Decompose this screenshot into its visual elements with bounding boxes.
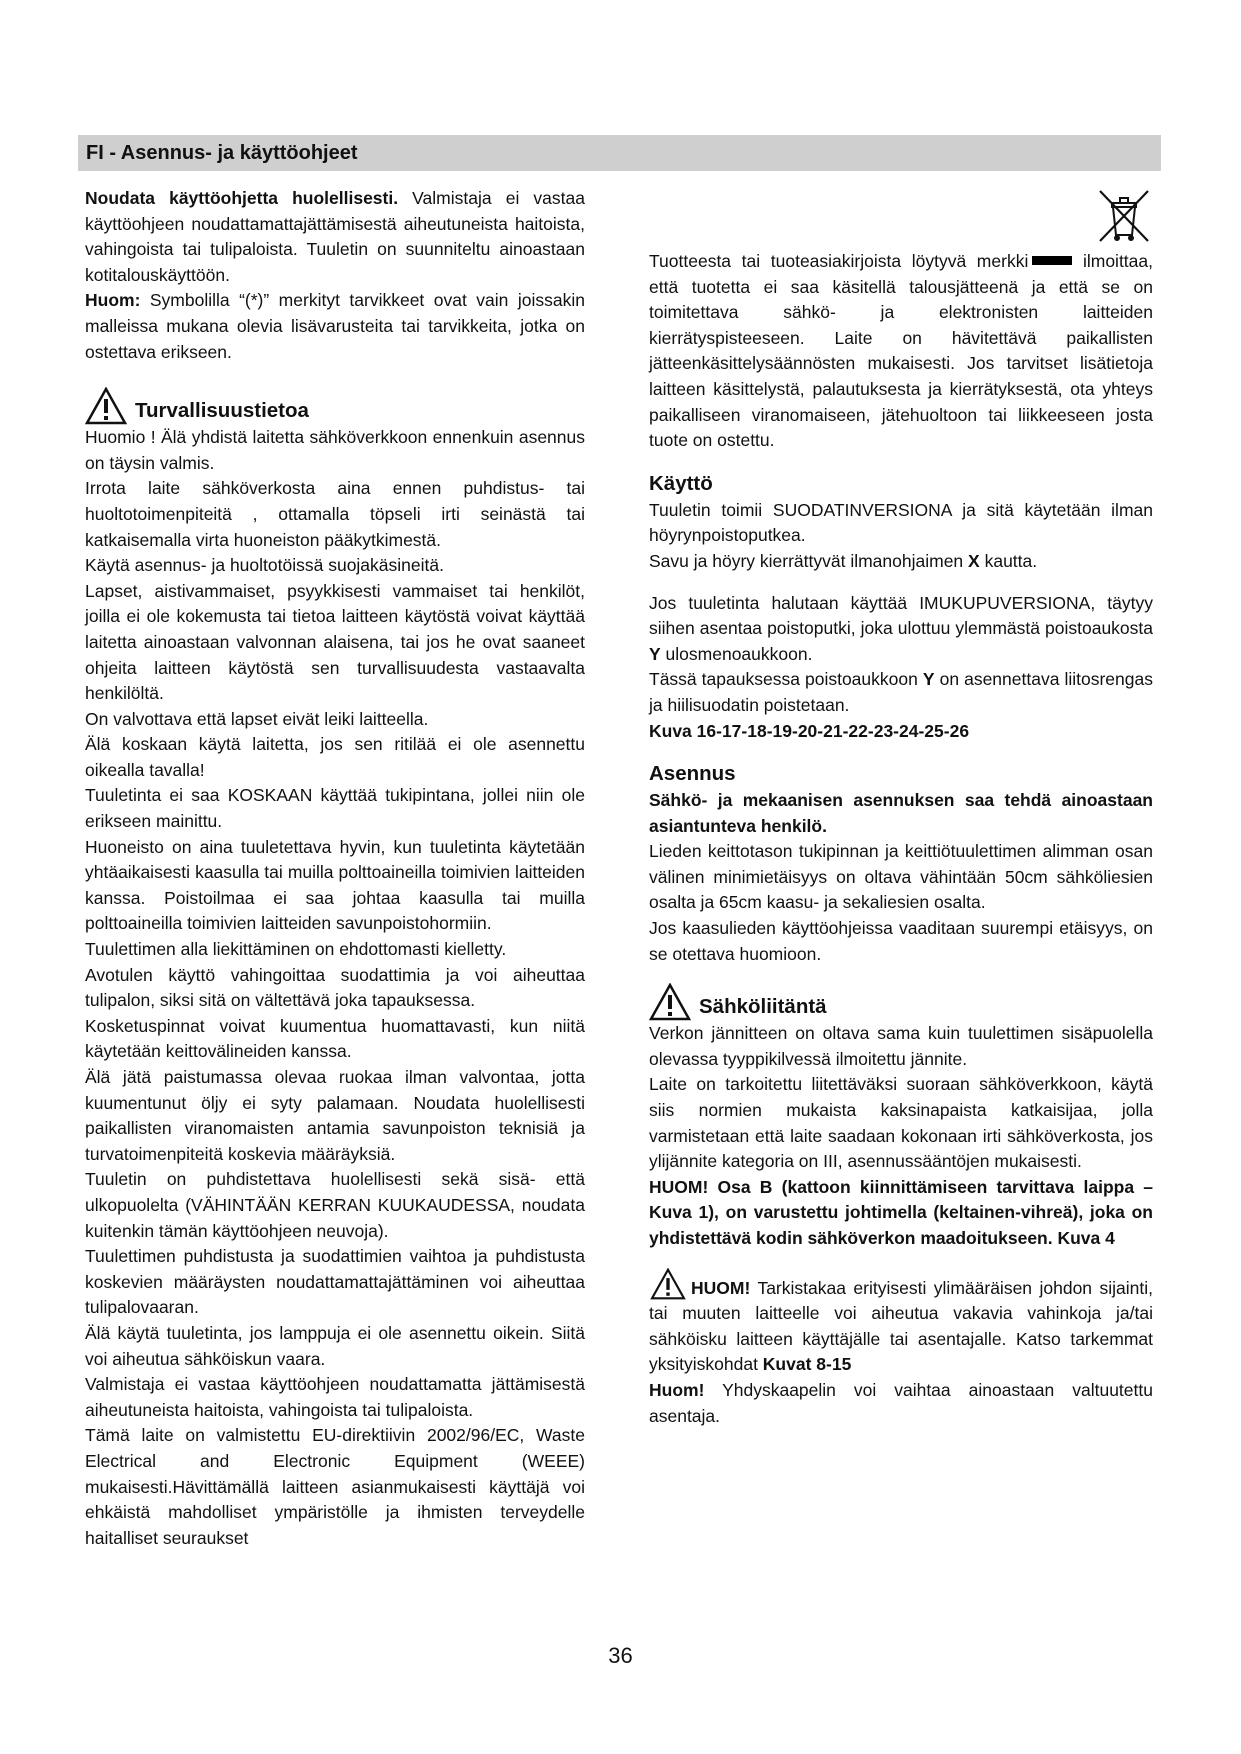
sahko-p5-text: Yhdyskaapelin voi vaihtaa ainoastaan valtuutettu asentaja. xyxy=(649,1379,1153,1426)
kaytto-figures: Kuva 16-17-18-19-20-21-22-23-24-25-26 xyxy=(649,720,970,741)
kaytto-p3-b: Y xyxy=(649,643,661,664)
safety-paragraphs xyxy=(85,425,585,1551)
intro-text: Valmistaja ei vastaa käyttöohjeen noudattamattajättämisestä aiheutuneista haitoista, vahingoista tai tulipaloista. Tuuletin on suunniteltu ainoastaan kotitalouskäyttöön. xyxy=(85,188,585,285)
weee-bin-icon xyxy=(1096,187,1152,245)
sahko-p3: HUOM! Osa B (kattoon kiinnittämiseen tarvittava laippa – Kuva 1), on varustettu johtimella (keltainen-vihreä), joka on yhdistettävä kodin sähköverkon maadoitukseen. Kuva 4 xyxy=(649,1176,1153,1248)
kaytto-p2 xyxy=(649,549,1153,575)
warning-icon xyxy=(649,983,691,1021)
kaytto-p1: Tuuletin toimii SUODATINVERSIONA ja sitä käytetään ilman höyrynpoistoputkea. xyxy=(649,499,1153,546)
kaytto-p4 xyxy=(649,667,1153,718)
kaytto-p4-b: Y xyxy=(922,669,935,690)
asennus-p1: Lieden keittotason tukipinnan ja keittiötuulettimen alimman osan välinen minimietäisyys on oltava vähintään 50cm sähköliesien osalta ja 65cm kaasu- ja sekaliesien osalta. xyxy=(649,841,1153,913)
sahko-p4-text: Tarkistakaa erityisesti ylimääräisen johdon sijainti, tai muuten laitteelle voi aiheutua vakavia vahinkoja ja/tai sähköisku laitteen käyttäjälle tai asentajalle. Katso tarkemmat yksityiskohdat xyxy=(649,1277,1153,1375)
safety-paragraph: Huoneisto on aina tuuletettava hyvin, kun tuuletinta käytetään yhtäaikaisesti kaasulla tai muilla polttoaineilla toimivien laitteiden kanssa. Poistoilmaa ei saa johtaa kaasulla tai muilla polttoaineilla toimivien laitteiden savunpoistohormiin. xyxy=(85,836,585,934)
note-bold: Huom: xyxy=(85,290,141,311)
safety-paragraph: Valmistaja ei vastaa käyttöohjeen noudattamatta jättämisestä aiheutuneista haitoista, vahingoista tai tulipaloista. xyxy=(85,1374,585,1420)
weee-text-2: ilmoittaa, että tuotetta ei saa käsitellä talousjätteenä ja että se on toimitettava sähkö- ja elektronisten laitteiden kierrätyspisteeseen. Laite on hävitettävä paikallisten jätteenkäsittelysäännösten mukaisesti. Jos tarvitset lisätietoja laitteen käsittelystä, palautuksesta ja kierrätyksestä, ota yhteys paikalliseen viranomaiseen, jätehuoltoon tai liikkeeseen josta tuote on ostettu. xyxy=(649,251,1153,451)
safety-paragraph: Huomio ! Älä yhdistä laitetta sähköverkkoon ennenkuin asennus on täysin valmis. xyxy=(85,427,585,473)
safety-paragraph: Tuuletinta ei saa KOSKAAN käyttää tukipintana, jollei niin ole erikseen mainittu. xyxy=(85,785,585,832)
safety-paragraph: Tämä laite on valmistettu EU-direktiivin 2002/96/EC, Waste Electrical and Electronic Equipment (WEEE) mukaisesti.Hävittämällä laitteen asianmukaisesti käyttäjä voi ehkäistä mahdolliset ympäristölle ja ihmisten terveydelle haitalliset seuraukset xyxy=(85,1425,585,1548)
safety-paragraph: Tuulettimen alla liekittäminen on ehdottomasti kielletty. xyxy=(85,939,507,960)
safety-heading xyxy=(85,387,585,425)
safety-paragraph: Lapset, aistivammaiset, psyykkisesti vammaiset tai henkilöt, joilla ei ole kokemusta tai tietoa laitteen käytöstä voivat käyttää laitetta ainoastaan valvonnan alaisena, tai jos he ovat saaneet ohjeita laitteen käytöstä sen turvallisuudesta vastaavalta henkilöltä. xyxy=(85,580,585,704)
kaytto-p2-c: kautta. xyxy=(979,550,1038,571)
section-title: FI - Asennus- ja käyttöohjeet xyxy=(86,141,358,164)
kaytto-p3 xyxy=(649,591,1153,668)
asennus-p2: Jos kaasulieden käyttöohjeissa vaaditaan suurempi etäisyys, on se otettava huomioon. xyxy=(649,918,1153,964)
sahko-p4 xyxy=(649,1268,1153,1378)
safety-paragraph: Älä koskaan käytä laitetta, jos sen ritilää ei ole asennettu oikealla tavalla! xyxy=(85,734,585,780)
note-text: Symbolilla “(*)” merkityt tarvikkeet ovat vain joissakin malleissa mukana olevia lisävarusteita tai tarvikkeita, jotka on ostettava erikseen. xyxy=(85,290,585,362)
weee-text: Tuotteesta tai tuoteasiakirjoista löytyvä merkki xyxy=(649,251,1029,271)
asennus-title: Asennus xyxy=(649,762,736,786)
section-header xyxy=(78,135,1161,171)
safety-paragraph: On valvottava että lapset eivät leiki laitteella. xyxy=(85,708,429,729)
safety-paragraph: Kosketuspinnat voivat kuumentua huomattavasti, kun niitä käytetään keittovälineiden kanssa. xyxy=(85,1015,585,1062)
kaytto-p2-a: Savu ja höyry kierrättyvät ilmanohjaimen xyxy=(649,550,969,571)
kaytto-p2-b: X xyxy=(968,550,980,571)
black-bar-icon xyxy=(1032,256,1072,265)
weee-paragraph xyxy=(649,249,1153,454)
safety-paragraph: Käytä asennus- ja huoltotöissä suojakäsineitä. xyxy=(85,555,444,576)
asennus-bold: Sähkö- ja mekaanisen asennuksen saa tehdä ainoastaan asiantunteva henkilö. xyxy=(649,790,1153,836)
kaytto-p3-a: Jos tuuletinta halutaan käyttää IMUKUPUVERSIONA, täytyy siihen asentaa poistoputki, joka ulottuu ylemmästä poistoaukosta xyxy=(649,592,1153,639)
sahko-p1: Verkon jännitteen on oltava sama kuin tuulettimen sisäpuolella olevassa tyyppikilvessä ilmoitettu jännite. xyxy=(649,1023,1153,1069)
sahko-p4-bold: HUOM! xyxy=(691,1277,751,1298)
sahko-title: Sähköliitäntä xyxy=(699,995,827,1019)
sahko-p5 xyxy=(649,1378,1153,1429)
left-column xyxy=(85,186,585,1551)
warning-icon xyxy=(649,1268,687,1300)
page-number: 36 xyxy=(608,1643,633,1668)
safety-paragraph: Tuulettimen puhdistusta ja suodattimien vaihtoa ja puhdistusta koskevien määräysten noudattamattajättäminen voi aiheuttaa tulipalovaaran. xyxy=(85,1246,585,1318)
note-paragraph xyxy=(85,288,585,365)
sahko-p5-bold: Huom! xyxy=(649,1379,705,1400)
intro-bold: Noudata käyttöohjetta huolellisesti. xyxy=(85,188,399,208)
sahko-heading xyxy=(649,983,1153,1021)
intro-paragraph xyxy=(85,186,585,288)
kaytto-p4-a: Tässä tapauksessa poistoaukkoon xyxy=(649,669,923,690)
safety-paragraph: Älä käytä tuuletinta, jos lamppuja ei ole asennettu oikein. Siitä voi aiheutua sähköiskun vaara. xyxy=(85,1322,585,1369)
right-column xyxy=(649,249,1153,1429)
kaytto-p4-c: on asennettava liitosrengas ja hiilisuodatin poistetaan. xyxy=(649,669,1153,715)
kaytto-title: Käyttö xyxy=(649,471,713,495)
safety-paragraph: Tuuletin on puhdistettava huolellisesti sekä sisä- että ulkopuolelta (VÄHINTÄÄN KERRAN KUUKAUDESSA, noudata kuitenkin tämän käyttöohjeen neuvoja). xyxy=(85,1169,585,1241)
safety-paragraph: Irrota laite sähköverkosta aina ennen puhdistus- tai huoltotoimenpiteitä , ottamalla töpseli irti seinästä tai katkaisemalla virta huoneiston pääkytkimestä. xyxy=(85,478,585,550)
warning-icon xyxy=(85,387,127,425)
sahko-p2: Laite on tarkoitettu liitettäväksi suoraan sähköverkkoon, käytä siis normien mukaista kaksinapaista katkaisijaa, jolla varmistetaan että laite saadaan kokonaan irti sähköverkosta, jos ylijännite kategoria on III, asennussääntöjen mukaisesti. xyxy=(649,1074,1153,1172)
kaytto-p3-c: ulosmenoaukkoon. xyxy=(660,643,813,664)
sahko-p4-bold2: Kuvat 8-15 xyxy=(762,1354,852,1375)
safety-title: Turvallisuustietoa xyxy=(135,399,309,423)
safety-paragraph: Älä jätä paistumassa olevaa ruokaa ilman valvontaa, jotta kuumentunut öljy ei syty palamaan. Noudata huolellisesti paikallisten viranomaisten antamia savunpoiston teknisiä ja turvatoimenpiteitä koskevia määräyksiä. xyxy=(85,1067,585,1164)
safety-paragraph: Avotulen käyttö vahingoittaa suodattimia ja voi aiheuttaa tulipalon, siksi sitä on vältettävä joka tapauksessa. xyxy=(85,964,585,1011)
